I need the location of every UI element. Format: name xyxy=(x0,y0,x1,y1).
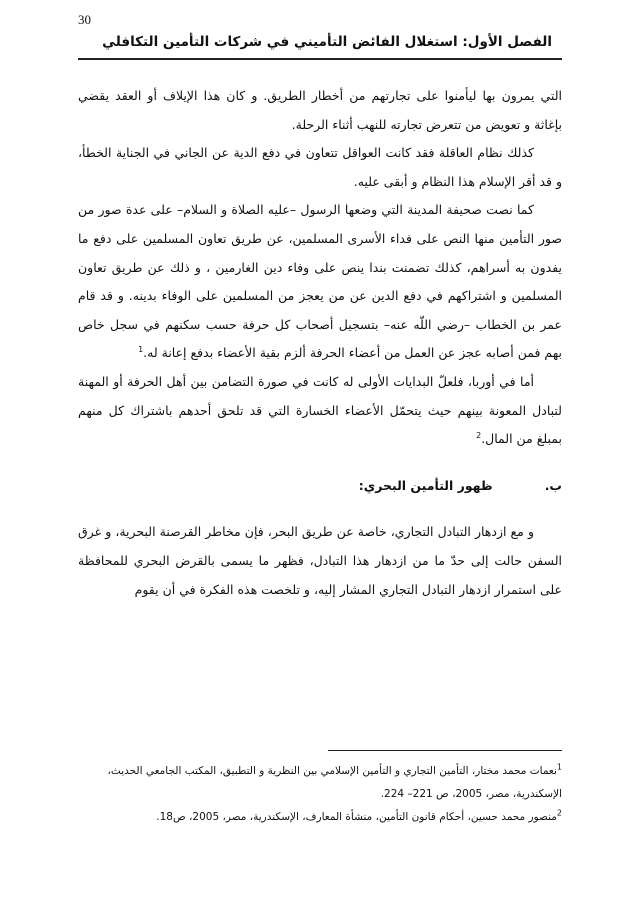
paragraph-2-text: كذلك نظام العاقلة فقد كانت العواقل تتعاون في دفع الدية عن الجاني في الجناية الخطأ، و قد أقر الإسلام هذا النظام و أبقى عليه. xyxy=(78,145,562,189)
section-heading xyxy=(78,472,562,501)
paragraph-1-text: التي يمرون بها ليأمنوا على تجارتهم من أخطار الطريق. و كان هذا الإيلاف أو العقد يقضي بإغاثة و تعويض من تتعرض تجارته للنهب أثناء الرحلة. xyxy=(78,88,562,132)
paragraph-1 xyxy=(78,82,562,139)
footnote-1-number: 1 xyxy=(556,762,562,772)
footnote-2-text: منصور محمد حسين، أحكام قانون التأمين، منشأة المعارف، الإسكندرية، مصر، 2005، ص18. xyxy=(156,811,557,823)
paragraph-3-text: كما نصت صحيفة المدينة التي وضعها الرسول –عليه الصلاة و السلام– على عدة صور من صور التأمين منها النص على فداء الأسرى المسلمين، عن طريق تعاون المسلمين على دفع ما يفدون به أسراهم، كذلك تضمنت بندا ينص على وفاء دين الغارمين ، و ذلك عن طريق تعاون المسلمين و اشتراكهم في دفع الدين عن من يعجز من المسلمين على الوفاء بدينه. و قد قام عمر بن الخطاب –رضي اللّه عنه– بتسجيل أصحاب كل حرفة حسب سكنهم في سجل خاص بهم فمن أصابه عجز عن العمل من أعضاء الحرفة ألزم بقية الأعضاء بدفع إعانة له. xyxy=(78,202,562,361)
footnote-1-text: نعمات محمد مختار، التأمين التجاري و التأمين الإسلامي بين النظرية و التطبيق، المكتب الجامعي الحديث، الإسكندرية، مصر، 2005، ص 221– 224. xyxy=(107,765,562,800)
paragraph-4 xyxy=(78,368,562,454)
footnotes xyxy=(78,760,562,829)
header-divider xyxy=(78,58,562,60)
paragraph-2 xyxy=(78,139,562,196)
footnote-ref-1: 1 xyxy=(138,345,144,355)
running-header: الفصل الأول: استغلال الفائض التأميني في شركات التأمين التكافلي xyxy=(102,34,552,50)
section-title: ظهور التأمين البحري: xyxy=(358,477,493,493)
footnote-2-number: 2 xyxy=(556,808,562,818)
section-letter: ب. xyxy=(544,477,562,493)
paragraph-3 xyxy=(78,196,562,368)
footnote-ref-2: 2 xyxy=(476,430,482,440)
paragraph-4-text: أما في أوربا، فلعلّ البدايات الأولى له كانت في صورة التضامن بين أهل الحرفة أو المهنة لتبادل المعونة بينهم حيث يتحمّل الأعضاء الخسارة التي قد تلحق أحدهم باشتراك كل منهم بمبلغ من المال. xyxy=(78,373,562,447)
paragraph-5 xyxy=(78,518,562,604)
paragraph-5-text: و مع ازدهار التبادل التجاري، خاصة عن طريق البحر، فإن مخاطر القرصنة البحرية، و غرق السفن حالت إلى حدّ ما من ازدهار هذا التبادل، فظهر ما يسمى بالقرض البحري للمحافظة على استمرار ازدهار التبادل التجاري المشار إليه، و تلخصت هذه الفكرة في أن يقوم xyxy=(78,524,562,597)
footnote-2 xyxy=(78,806,562,829)
page-number: 30 xyxy=(78,12,91,27)
footnote-1 xyxy=(78,760,562,806)
body-text xyxy=(78,82,562,604)
footnote-divider xyxy=(328,750,562,751)
